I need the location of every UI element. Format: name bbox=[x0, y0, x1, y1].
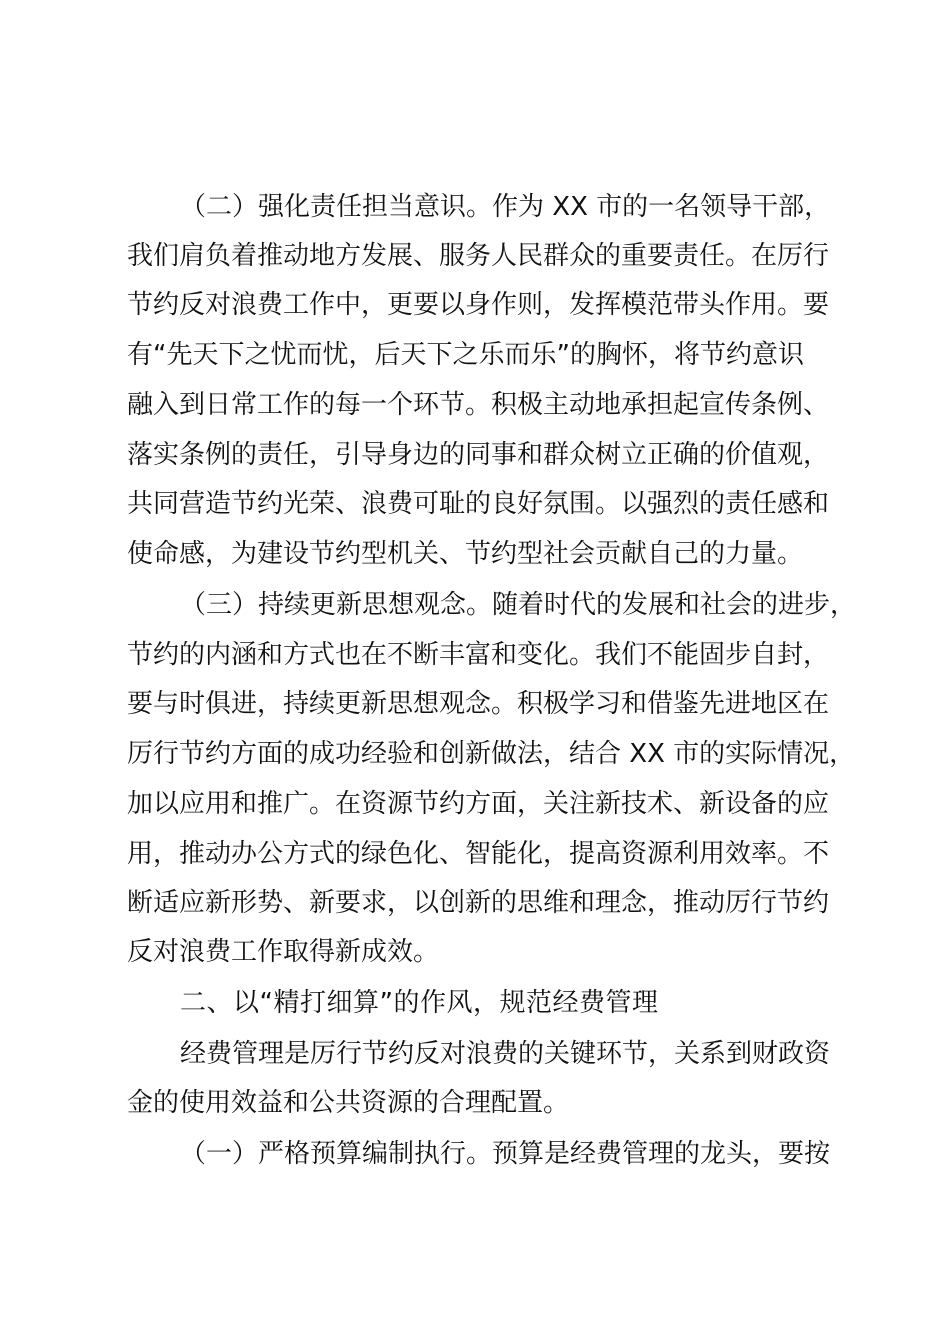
paragraph-3-line-1: （三）持续更新思想观念。随着时代的发展和社会的进步， bbox=[180, 590, 857, 620]
paragraph-2-line-8: 使命感，为建设节约型机关、节约型社会贡献自己的力量。 bbox=[127, 539, 804, 569]
paragraph-2-line-1: （二）强化责任担当意识。作为 XX 市的一名领导干部， bbox=[180, 192, 831, 222]
paragraph-2-line-7: 共同营造节约光荣、浪费可耻的良好氛围。以强烈的责任感和 bbox=[127, 489, 830, 519]
section-intro-line-1: 经费管理是厉行节约反对浪费的关键环节，关系到财政资 bbox=[180, 1039, 831, 1069]
paragraph-3-line-6: 用，推动办公方式的绿色化、智能化，提高资源利用效率。不 bbox=[127, 839, 830, 869]
section-heading: 二、以“精打细算”的作风，规范经费管理 bbox=[180, 988, 659, 1018]
paragraph-2-line-3: 节约反对浪费工作中，更要以身作则，发挥模范带头作用。要 bbox=[127, 290, 830, 320]
paragraph-3-line-7: 断适应新形势、新要求，以创新的思维和理念，推动厉行节约 bbox=[127, 888, 830, 918]
subsection-1-line-1: （一）严格预算编制执行。预算是经费管理的龙头，要按 bbox=[180, 1139, 831, 1169]
paragraph-3-line-2: 节约的内涵和方式也在不断丰富和变化。我们不能固步自封， bbox=[127, 640, 830, 670]
paragraph-2-line-4: 有“先天下之忧而忧，后天下之乐而乐”的胸怀，将节约意识 bbox=[127, 340, 804, 370]
paragraph-3-line-3: 要与时俱进，持续更新思想观念。积极学习和借鉴先进地区在 bbox=[127, 689, 830, 719]
section-intro-line-2: 金的使用效益和公共资源的合理配置。 bbox=[127, 1088, 570, 1118]
paragraph-3-line-4: 厉行节约方面的成功经验和创新做法，结合 XX 市的实际情况， bbox=[127, 739, 856, 769]
paragraph-2-line-5: 融入到日常工作的每一个环节。积极主动地承担起宣传条例、 bbox=[127, 390, 830, 420]
paragraph-2-line-2: 我们肩负着推动地方发展、服务人民群众的重要责任。在厉行 bbox=[127, 241, 830, 271]
paragraph-2-line-6: 落实条例的责任，引导身边的同事和群众树立正确的价值观， bbox=[127, 440, 830, 470]
paragraph-3-line-8: 反对浪费工作取得新成效。 bbox=[127, 937, 440, 967]
paragraph-3-line-5: 加以应用和推广。在资源节约方面，关注新技术、新设备的应 bbox=[127, 789, 830, 819]
